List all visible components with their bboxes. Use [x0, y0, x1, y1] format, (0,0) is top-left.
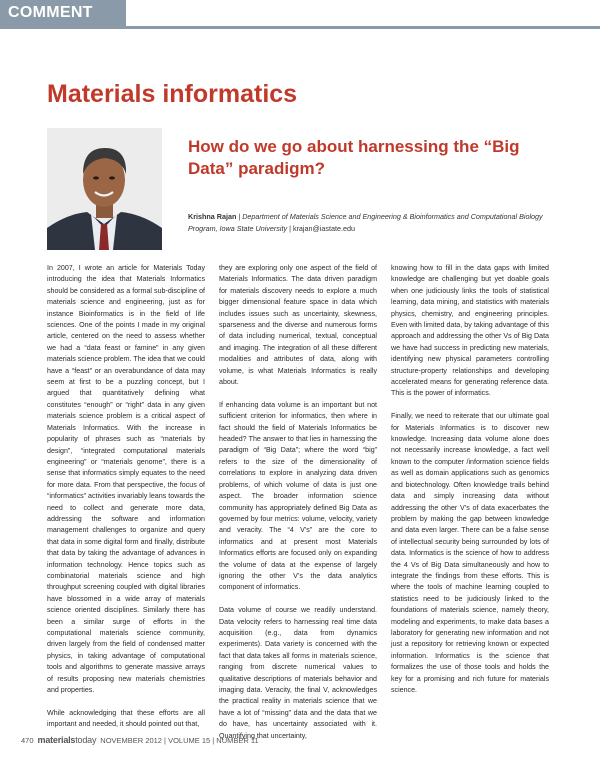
section-header — [0, 0, 600, 26]
author-byline — [188, 211, 568, 235]
paragraph: they are exploring only one aspect of the field of Materials Informatics. The data driven paradigm for materials discovery needs to explore a much bigger dimensional feature space in data which includes issues such as uncertainty, skewness, sparseness and the diverse and numerous forms of data including numerical, textual, conceptual and imaging. The integration of all these different modalities and attributes of data, along with volume, is what Materials Informatics is really about. — [219, 264, 377, 387]
author-name: Krishna Rajan — [188, 212, 237, 221]
journal-logo-rest: today — [75, 735, 97, 745]
section-label: COMMENT — [8, 4, 93, 21]
author-email: | krajan@iastate.edu — [287, 224, 355, 233]
page-footer — [21, 735, 259, 745]
author-photo — [47, 128, 162, 250]
paragraph: While acknowledging that these efforts are all important and needed, it should pointed out that, — [47, 708, 205, 729]
section-divider — [0, 26, 600, 29]
section-tab — [0, 0, 126, 26]
body-column-1 — [47, 263, 205, 742]
body-column-3 — [391, 263, 549, 708]
journal-logo — [38, 735, 97, 745]
issue-info: NOVEMBER 2012 | VOLUME 15 | NUMBER 11 — [100, 736, 259, 745]
body-column-2 — [219, 263, 377, 753]
article-title: Materials informatics — [47, 80, 298, 108]
paragraph: In 2007, I wrote an article for Materials Today introducing the idea that Materials Informatics should be considered as a formal sub-discipline of materials science and engineering, just as for instance Bioinformatics is in the field of life sciences. One of the points I made in my original article, centered on the need to assess whether we had a “data feast or famine” in any given materials science problem. The idea that we could have a “feast” or an overabundance of data may seem at first to be a puzzling concept, but I argued that quantitatively defining what constitutes “enough” or “right” data in any given materials science problem is a critical aspect of Materials Informatics. With the increase in popularity of phrases such as “materials by design”, “integrated computational materials engineering” or “materials genome”, there is a sense that informatics simply equates to the need for more data. From that perspective, the focus of “informatics” activities invariably leans towards the need to collect and generate more data, addressing the software and information management challenges to organize and query that data in some digital form and finally, distribute that data by taking the advantage of advances in information technology. Hence topics such as combinatorial materials science and high throughput screening coupled with digital libraries have blossomed in a wide array of materials science oriented disciplines. Similarly there has been a similar surge of efforts in the computational materials science community, driven largely from the field of condensed matter physics, in taking advantage of computational tools and algorithms to generate massive arrays of results proposing new materials chemistries and properties. — [47, 264, 205, 695]
paragraph: Data volume of course we readily understand. Data velocity refers to harnessing real time data acquisition (e.g., data from dynamics experiments). Data variety is concerned with the fact that data takes all forms in materials science, ranging from discrete numerical values to qualitative descriptions of materials behavior and imaging data. Veracity, the final V, acknowledges the practical reality in materials science that we have a lot of “missing” data and the data that we do have, has uncertainty associated with it. Quantifying that uncertainty, — [219, 606, 377, 740]
paragraph: knowing how to fill in the data gaps with limited knowledge are challenging but yet doable goals when one judiciously links the tools of statistical learning, data mining, and statistics with materials physics, chemistry, and engineering principles. Even with limited data, by taking advantage of this approach and addressing the other Vs of Big Data we have had success in predicting new materials, identifying new physical parameters controlling structure-property relationships and developing accelerated means for generating reference data. This is the power of informatics. — [391, 264, 549, 398]
paragraph: Finally, we need to reiterate that our ultimate goal for Materials Informatics is to discover new knowledge. Increasing data volume alone does not necessarily increase knowledge, a fact well known to the computer /information science fields as well as domain applications such as genomics and biotechnology. Often knowledge trails behind data and simply increasing data without addressing the other V’s of data exacerbates the problem by making the gap between knowledge and data even larger. There can be a false sense of intellectual security being surrounded by lots of data. Informatics is the science of how to address the 4 Vs of Big Data simultaneously and how to integrate the findings from these efforts. This is where the tools of machine learning coupled to statistics need to be judiciously linked to the foundations of materials science, namely theory, modeling and experiments, to make data bases a laboratory for generating new information and not just a repository for retrieving known or expected information. Informatics is the science that formalizes the use of those tools and holds the key for a promising and rich future for materials science. — [391, 412, 549, 695]
author-affiliation: | Department of Materials Science and Engineering & Bioinformatics and Computational Biology Program, Iowa State University — [188, 212, 543, 233]
paragraph: If enhancing data volume is an important but not sufficient criterion for informatics, then where in fact should the field of Materials Informatics be headed? The answer to that lies in harnessing the paradigm of “Big Data”; where the word “big” refers to the size of the dimensionality of correlations to explore in analyzing data driven problems, of which volume of data is just one aspect. The broader information science community has appropriately defined Big Data as governed by four metrics: volume, velocity, variety and veracity. The “4 V’s” are the core to informatics and at present most Materials Informatics efforts are focused only on expanding the volume of data at the expense of largely ignoring the other V’s the data analytics component of informatics. — [219, 400, 377, 592]
page-number: 470 — [21, 736, 34, 745]
journal-logo-bold: materials — [37, 735, 76, 745]
article-subtitle: How do we go about harnessing the “Big Data” paradigm? — [188, 137, 520, 178]
